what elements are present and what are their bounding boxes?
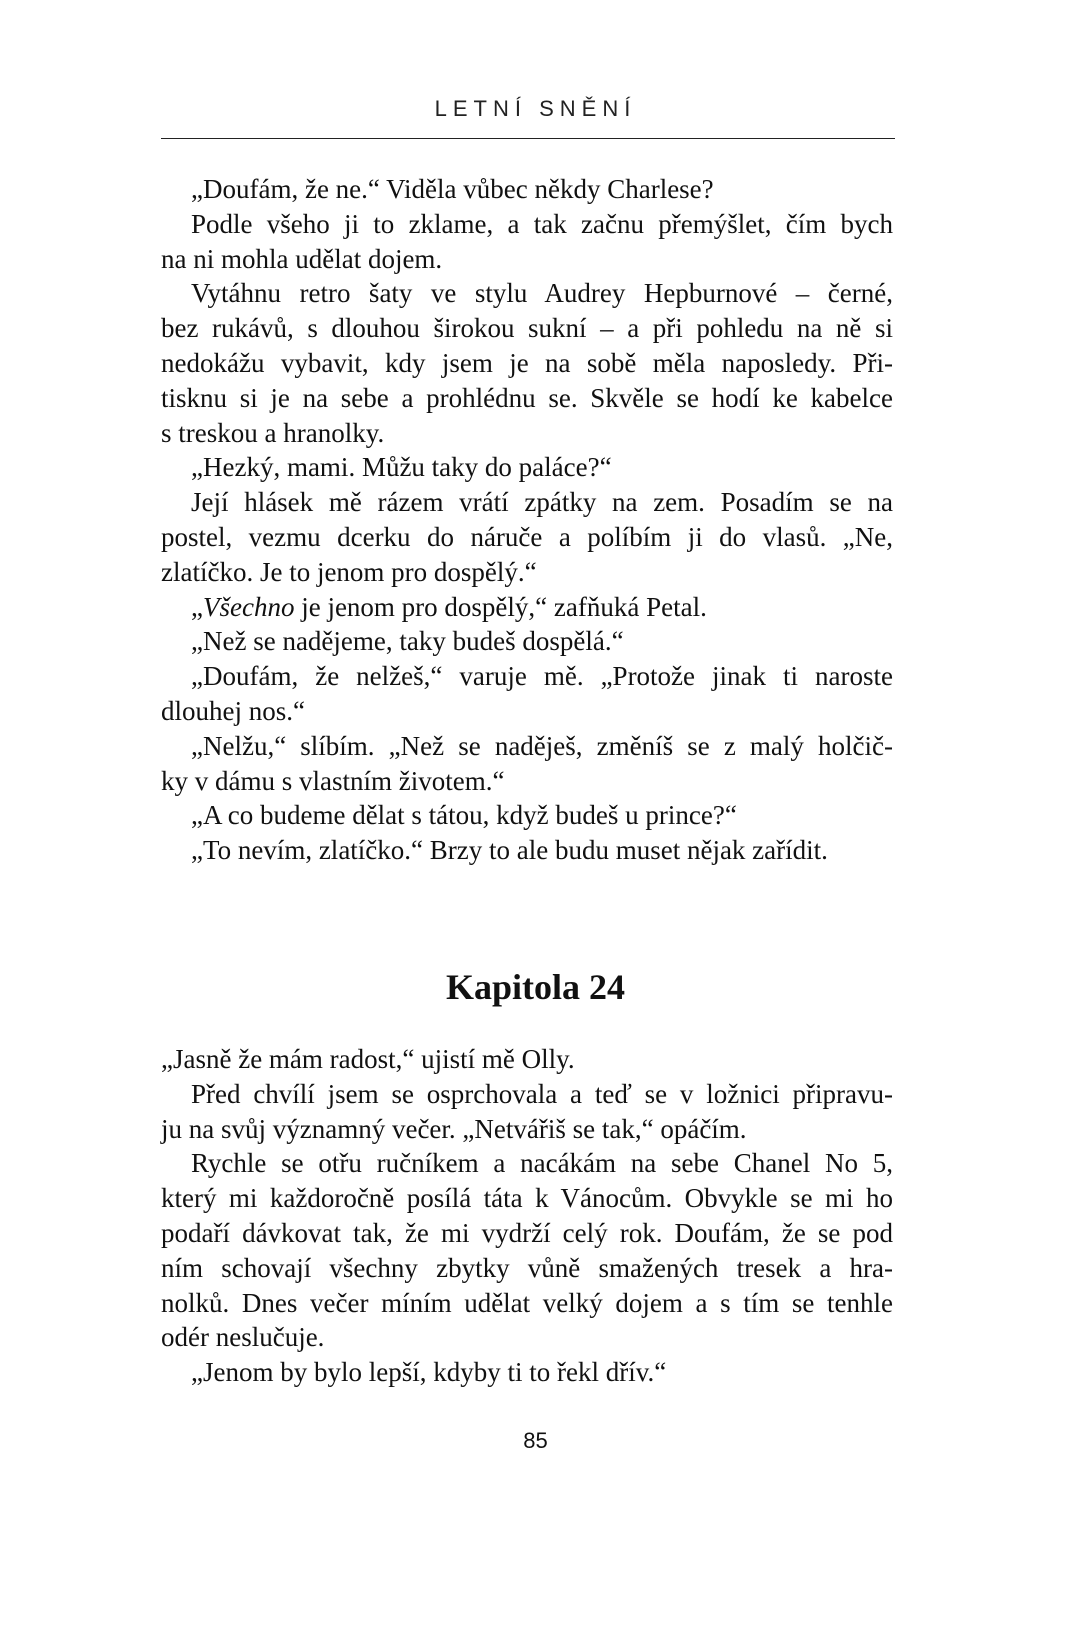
text-line: ju na svůj významný večer. „Netvářiš se tak,“ opáčím. <box>161 1113 747 1144</box>
body-text-section-2 <box>161 1042 893 1390</box>
text-line: odér neslučuje. <box>161 1322 325 1353</box>
text-fragment: „ <box>191 591 203 622</box>
text-line: Vytáhnu retro šaty ve stylu Audrey Hepburnové – černé, <box>191 278 893 309</box>
text-line: ním schovají všechny zbytky vůně smažených tresek a hra- <box>161 1252 893 1283</box>
text-line: nolků. Dnes večer míním udělat velký dojem a s tím se tenhle <box>161 1287 893 1318</box>
text-line: zlatíčko. Je to jenom pro dospělý.“ <box>161 556 537 587</box>
text-line: „Jenom by bylo lepší, kdyby ti to řekl dřív.“ <box>191 1357 667 1388</box>
text-line: „Nelžu,“ slíbím. „Než se naděješ, změníš se z malý holčič- <box>191 730 893 761</box>
text-line: „Doufám, že nelžeš,“ varuje mě. „Protože jinak ti naroste <box>191 661 893 692</box>
text-line: „To nevím, zlatíčko.“ Brzy to ale budu muset nějak zařídit. <box>191 835 828 866</box>
text-line: ky v dámu s vlastním životem.“ <box>161 765 505 796</box>
text-line: bez rukávů, s dlouhou širokou sukní – a při pohledu na ně si <box>161 313 893 344</box>
text-line: Před chvílí jsem se osprchovala a teď se v ložnici připravu- <box>191 1078 893 1109</box>
body-text-section-1 <box>161 172 893 868</box>
text-line: tisknu si je na sebe a prohlédnu se. Skvěle se hodí ke kabelce <box>161 382 893 413</box>
text-line: „Jasně že mám radost,“ ujistí mě Olly. <box>161 1044 575 1074</box>
text-line: který mi každoročně posílá táta k Vánocům. Obvykle se mi ho <box>161 1183 893 1214</box>
text-line: dlouhej nos.“ <box>161 695 305 726</box>
text-line: postel, vezmu dcerku do náruče a políbím ji do vlasů. „Ne, <box>161 521 893 552</box>
text-line: Rychle se otřu ručníkem a nacákám na sebe Chanel No 5, <box>191 1148 893 1179</box>
text-line: „Než se nadějeme, taky budeš dospělá.“ <box>191 626 624 657</box>
text-line: „A co budeme dělat s tátou, když budeš u prince?“ <box>191 800 737 831</box>
running-head-title: LETNÍ SNĚNÍ <box>434 96 637 121</box>
text-line: „Hezký, mami. Můžu taky do paláce?“ <box>191 452 612 483</box>
text-line: Podle všeho ji to zklame, a tak začnu přemýšlet, čím bych <box>191 208 893 239</box>
text-line: podaří dávkovat tak, že mi vydrží celý rok. Doufám, že se pod <box>161 1217 893 1248</box>
text-line: „Doufám, že ne.“ Viděla vůbec někdy Charlese? <box>191 174 714 204</box>
text-line: nedokážu vybavit, kdy jsem je na sobě měla naposledy. Při- <box>161 347 893 378</box>
italic-emphasis: Všechno <box>202 591 295 622</box>
chapter-heading: Kapitola 24 <box>445 967 625 1007</box>
text-line: Její hlásek mě rázem vrátí zpátky na zem. Posadím se na <box>191 487 893 518</box>
text-line: na ni mohla udělat dojem. <box>161 243 443 274</box>
text-fragment: je jenom pro dospělý,“ zafňuká Petal. <box>294 591 707 622</box>
page-number: 85 <box>523 1428 548 1453</box>
text-line <box>161 590 893 625</box>
header-rule <box>161 138 895 139</box>
text-line: s treskou a hranolky. <box>161 417 385 448</box>
